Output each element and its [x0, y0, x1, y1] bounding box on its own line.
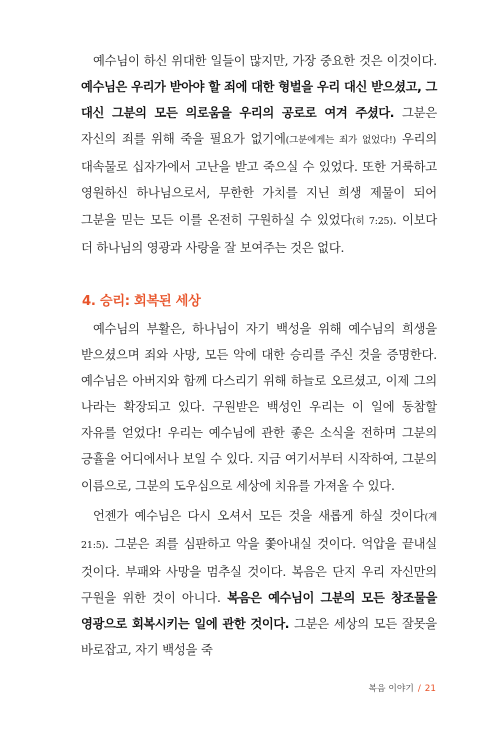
paragraph-text: 그분은 세상의 모든 잘못을 바로잡고, 자기 백성을 죽 — [81, 617, 437, 658]
section-heading — [82, 290, 201, 309]
body-paragraph — [81, 503, 437, 664]
body-paragraph — [81, 316, 437, 499]
bible-reference: (히 7:25) — [351, 215, 393, 227]
paragraph-text: 우리의 대속물로 십자가에서 고난을 받고 죽으실 수 있었다. 또한 거룩하고 영원하신 하나님으로서, 무한한 가치를 지닌 희생 제물이 되어 그분을 믿는 모든 이를 온전히 구원하실 수 있었다 — [81, 132, 438, 227]
bible-reference: (계 21:5) — [81, 512, 437, 552]
running-title: 복음 이야기 — [368, 684, 414, 694]
section-number: 4. — [82, 294, 100, 309]
paragraph-text: 언젠가 예수님은 다시 오셔서 모든 것을 새롭게 하실 것이다 — [93, 509, 425, 523]
body-paragraph — [81, 48, 437, 261]
section-title: 승리: 회복된 세상 — [99, 294, 201, 309]
page-footer — [369, 681, 436, 694]
footer-separator: / — [417, 684, 421, 694]
paragraph-text: 예수님이 하신 위대한 일들이 많지만, 가장 중요한 것은 이것이다. — [93, 54, 437, 68]
paragraph-text: 그분은 자신의 죄를 위해 죽을 필요가 없기에 — [81, 106, 437, 147]
parenthetical-note: (그분에게는 죄가 없었다!) — [285, 135, 397, 147]
emphasized-text: 복음은 예수님이 그분의 모든 창조물을 영광으로 회복시키는 일에 관한 것이다. — [81, 591, 437, 632]
page-number: 21 — [424, 684, 436, 694]
paragraph-text: . 그분은 죄를 심판하고 악을 쫓아내실 것이다. 억압을 끝내실 것이다. 부패와 사망을 멈추실 것이다. 복음은 단지 우리 자신만의 구원을 위한 것이 아니다. — [81, 537, 437, 606]
emphasized-text: 예수님은 우리가 받아야 할 죄에 대한 형벌을 우리 대신 받으셨고, 그 대신 그분의 모든 의로움을 우리의 공로로 여겨 주셨다. — [81, 80, 437, 121]
paragraph-text: . 이보다 더 하나님의 영광과 사랑을 잘 보여주는 것은 없다. — [81, 212, 438, 255]
paragraph-text: 예수님의 부활은, 하나님이 자기 백성을 위해 예수님의 희생을 받으셨으며 죄와 사망, 모든 악에 대한 승리를 주신 것을 증명한다. 예수님은 아버지와 함께 다스리기 위해 하늘로 오르셨고, 이제 그의 나라는 확장되고 있다. 구원받은 백성인 우리는 이 일에 동참할 자유를 얻었다! 우리는 예수님에 관한 좋은 소식을 전하며 그분의 긍휼을 어디에서나 보일 수 있다. 지금 여기서부터 시작하여, 그분의 이름으로, 그분의 도우심으로 세상에 치유를 가져올 수 있다. — [81, 322, 437, 493]
